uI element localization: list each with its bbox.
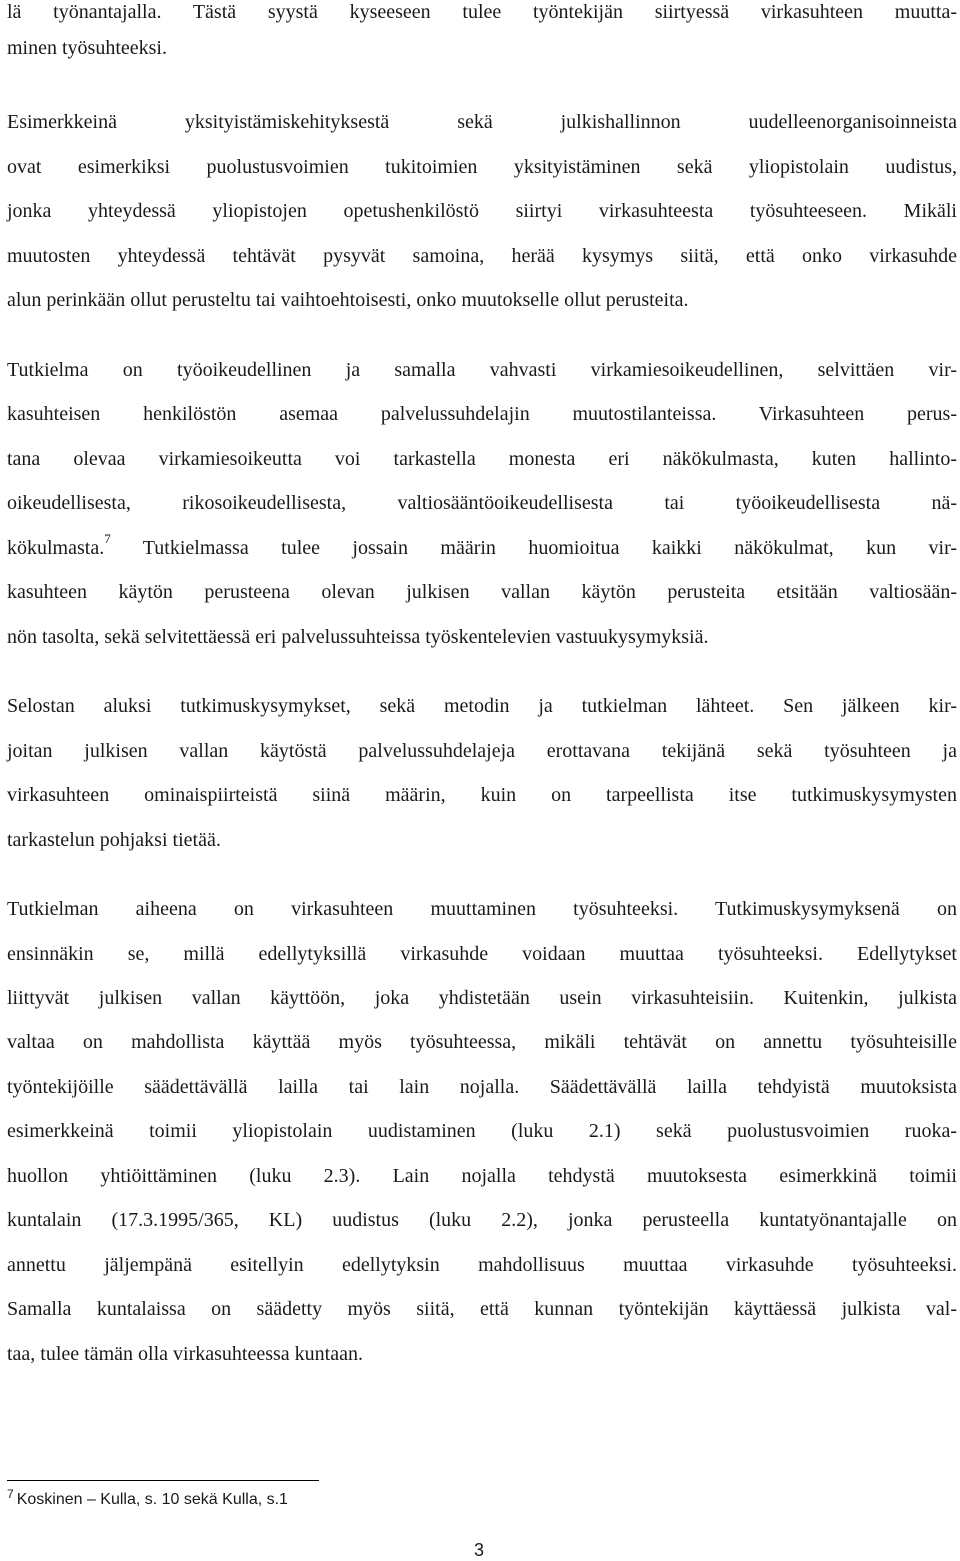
text-line: minen työsuhteeksi. bbox=[7, 37, 167, 59]
footnote-text: Koskinen – Kulla, s. 10 sekä Kulla, s.1 bbox=[16, 1491, 288, 1508]
text-line: lä työnantajalla. Tästä syystä kyseeseen tulee työntekijän siirtyessä virkasuhteen muutta- bbox=[7, 1, 957, 23]
text-line: työntekijöille säädettävällä lailla tai lain nojalla. Säädettävällä lailla tehdyistä muutoksista bbox=[7, 1076, 957, 1098]
text-line: Samalla kuntalaissa on säädetty myös siitä, että kunnan työntekijän käyttäessä julkista val- bbox=[7, 1298, 957, 1320]
text-line: nön tasolta, sekä selvitettäessä eri palvelussuhteissa työskentelevien vastuukysymyksiä. bbox=[7, 626, 709, 648]
text-line: ovat esimerkiksi puolustusvoimien tukitoimien yksityistäminen sekä yliopistolain uudistus, bbox=[7, 156, 957, 178]
text-line: jonka yhteydessä yliopistojen opetushenkilöstö siirtyi virkasuhteesta työsuhteeseen. Mikäli bbox=[7, 200, 957, 222]
text-line: huollon yhtiöittäminen (luku 2.3). Lain nojalla tehdystä muutoksesta esimerkkinä toimii bbox=[7, 1165, 957, 1187]
text-line: kuntalain (17.3.1995/365, KL) uudistus (luku 2.2), jonka perusteella kuntatyönantajalle on bbox=[7, 1209, 957, 1231]
text-line: oikeudellisesta, rikosoikeudellisesta, valtiosääntöoikeudellisesta tai työoikeudellisesta nä- bbox=[7, 492, 957, 514]
text-line: muutosten yhteydessä tehtävät pysyvät samoina, herää kysymys siitä, että onko virkasuhde bbox=[7, 245, 957, 267]
text-line-with-footnote bbox=[7, 531, 957, 562]
text-line: tana olevaa virkamiesoikeutta voi tarkastella monesta eri näkökulmasta, kuten hallinto- bbox=[7, 448, 957, 470]
text-line: Esimerkkeinä yksityistämiskehityksestä sekä julkishallinnon uudelleenorganisoinneista bbox=[7, 111, 957, 133]
text-line: annettu jäljempänä esitellyin edellytyksin mahdollisuus muuttaa virkasuhde työsuhteeksi. bbox=[7, 1254, 957, 1276]
text-line: Tutkielma on työoikeudellinen ja samalla vahvasti virkamiesoikeudellinen, selvittäen vir- bbox=[7, 359, 957, 381]
text-line: virkasuhteen ominaispiirteistä siinä määrin, kuin on tarpeellista itse tutkimuskysymysten bbox=[7, 784, 957, 806]
text-line: liittyvät julkisen vallan käyttöön, joka yhdistetään usein virkasuhteisiin. Kuitenkin, julkista bbox=[7, 987, 957, 1009]
text-line: taa, tulee tämän olla virkasuhteessa kuntaan. bbox=[7, 1343, 363, 1365]
text-line: joitan julkisen vallan käytöstä palvelussuhdelajeja erottavana tekijänä sekä työsuhteen ja bbox=[7, 740, 957, 762]
footnote-separator bbox=[7, 1480, 319, 1481]
text-line: tarkastelun pohjaksi tietää. bbox=[7, 829, 221, 851]
text-line: kasuhteisen henkilöstön asemaa palvelussuhdelajin muutostilanteissa. Virkasuhteen perus- bbox=[7, 403, 957, 425]
text-line: kasuhteen käytön perusteena olevan julkisen vallan käytön perusteita etsitään valtiosään- bbox=[7, 581, 957, 603]
footnote-mark: 7 bbox=[7, 1487, 14, 1501]
line-start: kökulmasta. bbox=[7, 537, 105, 559]
footnote bbox=[7, 1487, 288, 1510]
text-line: Selostan aluksi tutkimuskysymykset, sekä metodin ja tutkielman lähteet. Sen jälkeen kir- bbox=[7, 695, 957, 717]
page-number: 3 bbox=[474, 1540, 485, 1560]
text-line: alun perinkään ollut perusteltu tai vaihtoehtoisesti, onko muutokselle ollut perusteita. bbox=[7, 289, 689, 311]
text-line: esimerkkeinä toimii yliopistolain uudistaminen (luku 2.1) sekä puolustusvoimien ruoka- bbox=[7, 1120, 957, 1142]
text-line: Tutkielman aiheena on virkasuhteen muuttaminen työsuhteeksi. Tutkimuskysymyksenä on bbox=[7, 898, 957, 920]
line-end: Tutkielmassa tulee jossain määrin huomioitua kaikki näkökulmat, kun vir- bbox=[142, 537, 957, 559]
footnote-reference[interactable]: 7 bbox=[104, 531, 111, 547]
text-line: valtaa on mahdollista käyttää myös työsuhteessa, mikäli tehtävät on annettu työsuhteisille bbox=[7, 1031, 957, 1053]
text-line: ensinnäkin se, millä edellytyksillä virkasuhde voidaan muuttaa työsuhteeksi. Edellytykset bbox=[7, 943, 957, 965]
